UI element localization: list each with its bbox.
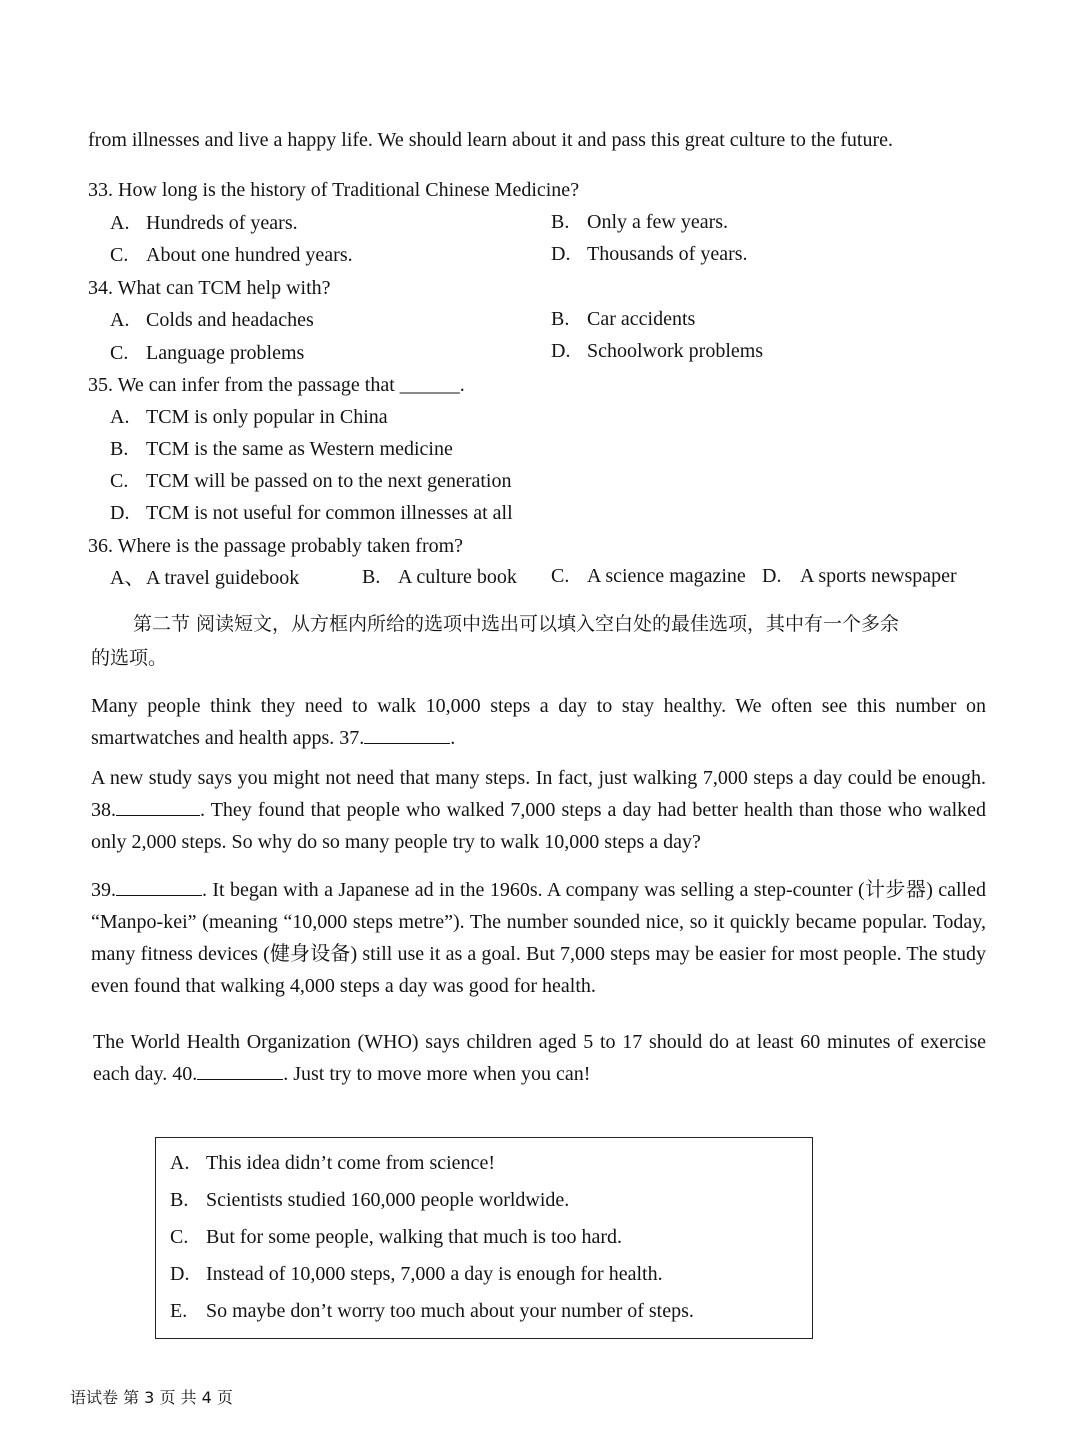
box-option-b-letter: B. xyxy=(170,1189,189,1211)
q33-option-b xyxy=(551,209,728,235)
q35-option-d xyxy=(110,500,513,526)
q35-option-b-letter: B. xyxy=(110,438,129,460)
q33-option-c-letter: C. xyxy=(110,244,129,266)
q33-option-c-text: About one hundred years. xyxy=(146,244,353,266)
box-option-e-letter: E. xyxy=(170,1300,188,1322)
q36-option-c-letter: C. xyxy=(551,565,570,587)
q33-option-d xyxy=(551,241,748,267)
q34-option-a xyxy=(110,307,314,333)
q33-option-d-letter: D. xyxy=(551,243,571,265)
q35-option-b-text: TCM is the same as Western medicine xyxy=(146,438,453,460)
box-option-e-text: So maybe don’t worry too much about your number of steps. xyxy=(206,1300,694,1322)
q33-option-a-letter: A. xyxy=(110,212,130,234)
q35-option-c-text: TCM will be passed on to the next generation xyxy=(146,470,512,492)
q34-option-b xyxy=(551,306,695,332)
box-option-d-text: Instead of 10,000 steps, 7,000 a day is enough for health. xyxy=(206,1263,663,1285)
q35-option-a-text: TCM is only popular in China xyxy=(146,406,388,428)
q33-option-d-text: Thousands of years. xyxy=(587,243,748,265)
box-option-e xyxy=(170,1298,694,1324)
passage-p3-text: . It began with a Japanese ad in the 1960s. A company was selling a step-counter (计步器) called “Manpo-kei” (meaning “10,000 steps metre”). The number sounded nice, so it quickly became popular. Today, many fitness devices (健身设备) still use it as a goal. But 7,000 steps may be easier for most people. The study even found that walking 4,000 steps a day was good for health. xyxy=(91,879,986,997)
blank-38[interactable] xyxy=(116,795,200,816)
q35-option-b xyxy=(110,436,453,462)
q34-option-d-letter: D. xyxy=(551,340,571,362)
q36-option-c-text: A science magazine xyxy=(587,565,746,587)
passage-p1-text: Many people think they need to walk 10,000 steps a day to stay healthy. We often see this number on smartwatches and health apps. 37. xyxy=(91,695,986,749)
box-option-d xyxy=(170,1261,663,1287)
passage-p1-end: . xyxy=(450,727,456,749)
blank-37[interactable] xyxy=(364,723,450,744)
passage-paragraph-3 xyxy=(91,874,986,1002)
passage-paragraph-4 xyxy=(93,1026,986,1090)
q33-option-a xyxy=(110,210,298,236)
q33-option-c xyxy=(110,242,353,268)
q36-option-d xyxy=(762,563,957,589)
box-option-c-letter: C. xyxy=(170,1226,189,1248)
box-option-a xyxy=(170,1150,495,1176)
section2-instruction-line1: 第二节 阅读短文，从方框内所给的选项中选出可以填入空白处的最佳选项，其中有一个多余 xyxy=(133,613,900,635)
box-option-c-text: But for some people, walking that much is too hard. xyxy=(206,1226,623,1248)
box-option-b xyxy=(170,1187,569,1213)
section2-instruction-line2: 的选项。 xyxy=(91,647,168,669)
q36-option-b xyxy=(362,564,517,590)
options-box xyxy=(155,1137,813,1339)
passage-paragraph-1 xyxy=(91,690,986,754)
box-option-b-text: Scientists studied 160,000 people worldwide. xyxy=(206,1189,570,1211)
q36-option-a-letter: A、 xyxy=(110,567,145,589)
intro-line: from illnesses and live a happy life. We should learn about it and pass this great culture to the future. xyxy=(88,129,894,151)
q35-option-d-text: TCM is not useful for common illnesses at all xyxy=(146,502,513,524)
passage-p2-text-a: A new study says you might not need that many steps. In fact, just walking 7,000 steps a day could be enough. 38. xyxy=(91,767,986,821)
q34-option-b-text: Car accidents xyxy=(587,308,696,330)
question-34-stem: 34. What can TCM help with? xyxy=(88,277,331,299)
passage-p4-text-a: The World Health Organization (WHO) says children aged 5 to 17 should do at least 60 minutes of exercise each day. 40. xyxy=(93,1031,986,1085)
q36-option-a-text: A travel guidebook xyxy=(146,567,300,589)
question-36-stem: 36. Where is the passage probably taken from? xyxy=(88,535,464,557)
passage-p2-text-b: . They found that people who walked 7,000 steps a day had better health than those who walked only 2,000 steps. So why do so many people try to walk 10,000 steps a day? xyxy=(91,799,986,853)
q34-option-c xyxy=(110,340,304,366)
q36-option-d-letter: D. xyxy=(762,565,782,587)
q33-option-b-letter: B. xyxy=(551,211,570,233)
q33-option-b-text: Only a few years. xyxy=(587,211,729,233)
box-option-a-text: This idea didn’t come from science! xyxy=(206,1152,495,1174)
q36-option-d-text: A sports newspaper xyxy=(800,565,957,587)
box-option-a-letter: A. xyxy=(170,1152,190,1174)
q36-option-b-letter: B. xyxy=(362,566,381,588)
q33-option-a-text: Hundreds of years. xyxy=(146,212,298,234)
page-footer: 语试卷 第 3 页 共 4 页 xyxy=(70,1388,233,1407)
question-35-stem: 35. We can infer from the passage that ______. xyxy=(88,374,465,396)
q34-option-c-letter: C. xyxy=(110,342,129,364)
passage-p4-text-b: . Just try to move more when you can! xyxy=(283,1063,591,1085)
q36-option-c xyxy=(551,563,746,589)
q34-option-a-letter: A. xyxy=(110,309,130,331)
question-33-stem: 33. How long is the history of Traditional Chinese Medicine? xyxy=(88,179,580,201)
q36-option-a xyxy=(110,565,299,591)
passage-p3-number: 39. xyxy=(91,879,116,901)
passage-paragraph-2 xyxy=(91,762,986,858)
q34-option-c-text: Language problems xyxy=(146,342,305,364)
q35-option-c xyxy=(110,468,511,494)
q34-option-d-text: Schoolwork problems xyxy=(587,340,764,362)
q35-option-a-letter: A. xyxy=(110,406,130,428)
blank-40[interactable] xyxy=(197,1059,283,1080)
blank-39[interactable] xyxy=(116,875,202,896)
q34-option-b-letter: B. xyxy=(551,308,570,330)
q35-option-c-letter: C. xyxy=(110,470,129,492)
q35-option-d-letter: D. xyxy=(110,502,130,524)
q35-option-a xyxy=(110,404,388,430)
q36-option-b-text: A culture book xyxy=(398,566,517,588)
box-option-c xyxy=(170,1224,622,1250)
q34-option-d xyxy=(551,338,763,364)
q34-option-a-text: Colds and headaches xyxy=(146,309,314,331)
box-option-d-letter: D. xyxy=(170,1263,190,1285)
